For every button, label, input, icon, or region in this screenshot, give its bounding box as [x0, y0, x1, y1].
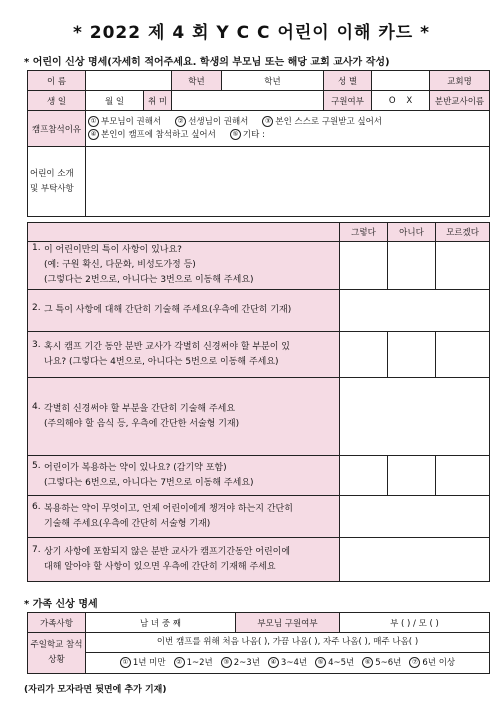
q3-unknown-cell[interactable]	[436, 332, 490, 378]
question-4: 4. 각별히 신경써야 할 부분을 간단히 기술해 주세요 (주의해야 할 음식 등, 우측에 간단한 서술형 기재)	[28, 378, 340, 456]
camp-reason-label: 캠프참석이유	[28, 111, 86, 147]
duration-option-2[interactable]: ② 1~2년	[174, 653, 213, 673]
attendance-options	[86, 633, 490, 674]
page-title: * 2022 제 4 회 Y C C 어린이 이해 카드 *	[72, 23, 431, 43]
q1-yes-cell[interactable]	[340, 242, 388, 290]
child-info-table	[27, 70, 490, 217]
hobby-field[interactable]	[172, 91, 324, 111]
duration-option-7[interactable]: ⑦ 6년 이상	[409, 653, 455, 673]
answer-yes-header: 그렇다	[340, 223, 388, 242]
attendance-frequency[interactable]: 이번 캠프를 위해 처음 나옴( ), 가끔 나옴( ), 자주 나옴( ), 매주 나옴( )	[86, 633, 489, 653]
grade-unit: 학년	[264, 76, 281, 87]
parent-saved-field[interactable]: 부 ( ) / 모 ( )	[340, 613, 490, 633]
duration-option-1[interactable]: ① 1년 미만	[120, 653, 166, 673]
footer-note: (자리가 모자라면 뒷면에 추가 기재)	[24, 685, 167, 695]
saved-o[interactable]: O	[388, 95, 396, 106]
intro-field[interactable]	[86, 147, 490, 217]
reason-option-5[interactable]: ⑤ 기타 :	[230, 129, 265, 142]
duration-option-6[interactable]: ⑥ 5~6년	[362, 653, 401, 673]
q3-no-cell[interactable]	[388, 332, 436, 378]
church-label: 교회명	[430, 71, 490, 91]
siblings-field[interactable]: 남 녀 중 째	[86, 613, 236, 633]
questions-table	[27, 222, 490, 582]
duration-option-5[interactable]: ⑤ 4~5년	[315, 653, 354, 673]
q4-answer-field[interactable]	[340, 378, 490, 456]
question-6: 6. 복용하는 약이 무엇이고, 언제 어린이에게 챙겨야 하는지 간단히 기술해 주세요(우측에 간단히 서술형 기재)	[28, 496, 340, 538]
saved-field[interactable]	[372, 91, 430, 111]
q6-answer-field[interactable]	[340, 496, 490, 538]
q5-yes-cell[interactable]	[340, 456, 388, 496]
parent-saved-label: 부모님 구원여부	[236, 613, 340, 633]
name-label: 이 름	[28, 71, 86, 91]
question-7: 7. 상기 사항에 포함되지 않은 분반 교사가 캠프기간동안 어린이에 대해 알아야 할 사항이 있으면 우측에 간단히 기재해 주세요	[28, 538, 340, 582]
camp-reason-options	[86, 111, 490, 147]
section-family-heading: * 가족 신상 명세	[24, 599, 98, 610]
section-child-info-heading: * 어린이 신상 명세(자세히 적어주세요. 학생의 부모님 또는 해당 교회 교사가 작성)	[24, 57, 390, 68]
question-2: 2. 그 특이 사항에 대해 간단히 기술해 주세요(우측에 간단히 기재)	[28, 290, 340, 332]
family-table	[27, 612, 490, 674]
q1-no-cell[interactable]	[388, 242, 436, 290]
q1-unknown-cell[interactable]	[436, 242, 490, 290]
reason-option-3[interactable]: ③ 본인 스스로 구원받고 싶어서	[262, 116, 382, 129]
duration-option-3[interactable]: ③ 2~3년	[221, 653, 260, 673]
q7-answer-field[interactable]	[340, 538, 490, 582]
question-1: 1. 이 어린이만의 특이 사항이 있나요? (예: 구원 확신, 다문화, 비성도가정 등) (그렇다는 2번으로, 아니다는 3번으로 이동해 주세요)	[28, 242, 340, 290]
family-label: 가족사항	[28, 613, 86, 633]
birthday-field[interactable]: 월 일	[86, 91, 144, 111]
question-5: 5. 어린이가 복용하는 약이 있나요? (감기약 포함) (그렇다는 6번으로, 아니다는 7번으로 이동해 주세요)	[28, 456, 340, 496]
grade-label: 학년	[172, 71, 222, 91]
saved-label: 구원여부	[324, 91, 372, 111]
intro-label: 어린이 소개 및 부탁사항	[28, 147, 86, 217]
q5-no-cell[interactable]	[388, 456, 436, 496]
attendance-label: 주일학교 참석상황	[28, 633, 86, 674]
q3-yes-cell[interactable]	[340, 332, 388, 378]
saved-x[interactable]: X	[406, 95, 413, 106]
teacher-name-label: 분반교사이름	[430, 91, 490, 111]
answer-unknown-header: 모르겠다	[436, 223, 490, 242]
name-field[interactable]	[86, 71, 172, 91]
question-3: 3. 혹시 캠프 기간 동안 분반 교사가 각별히 신경써야 할 부분이 있 나요? (그렇다는 4번으로, 아니다는 5번으로 이동해 주세요)	[28, 332, 340, 378]
attendance-duration	[86, 653, 489, 673]
hobby-label: 취 미	[144, 91, 172, 111]
gender-field[interactable]	[372, 71, 430, 91]
answer-no-header: 아니다	[388, 223, 436, 242]
gender-label: 성 별	[324, 71, 372, 91]
q5-unknown-cell[interactable]	[436, 456, 490, 496]
q2-answer-field[interactable]	[340, 290, 490, 332]
reason-option-1[interactable]: ① 부모님이 권해서	[88, 116, 161, 129]
grade-field[interactable]	[222, 71, 324, 91]
reason-option-4[interactable]: ④ 본인이 캠프에 참석하고 싶어서	[88, 129, 216, 142]
reason-option-2[interactable]: ② 선생님이 권해서	[175, 116, 248, 129]
duration-option-4[interactable]: ④ 3~4년	[268, 653, 307, 673]
birthday-label: 생 일	[28, 91, 86, 111]
